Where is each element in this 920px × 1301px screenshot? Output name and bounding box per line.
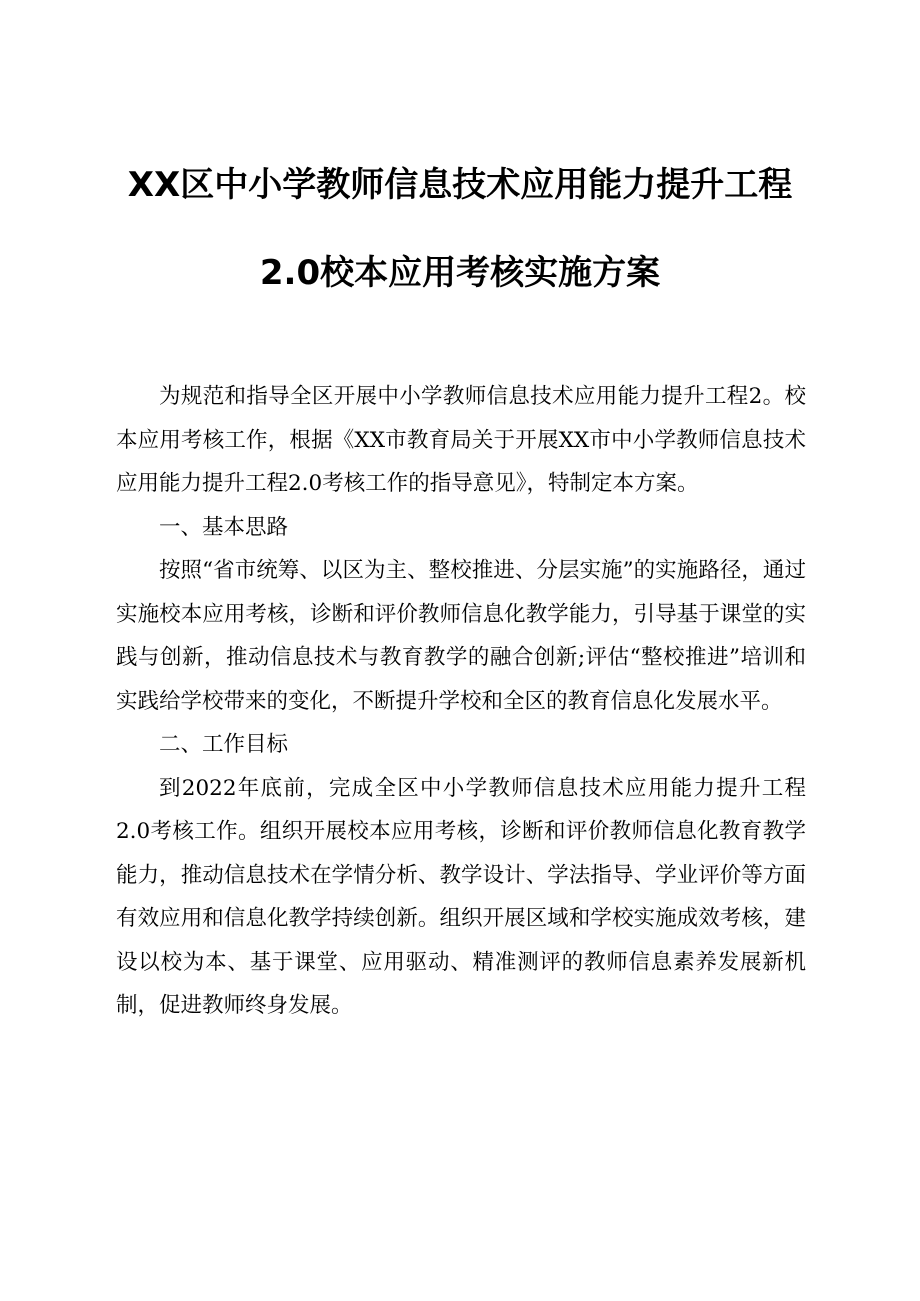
intro-paragraph: 为规范和指导全区开展中小学教师信息技术应用能力提升工程2。校本应用考核工作，根据《XX市教育局关于开展XX市中小学教师信息技术应用能力提升工程2.0考核工作的指导意见》，特制定本方案。 xyxy=(116,384,806,496)
work-goals-paragraph: 到2022年底前，完成全区中小学教师信息技术应用能力提升工程2.0考核工作。组织开展校本应用考核，诊断和评价教师信息化教育教学能力，推动信息技术在学情分析、教学设计、学法指导、学业评价等方面有效应用和信息化教学持续创新。组织开展区域和学校实施成效考核，建设以校为本、基于课堂、应用驱动、精准测评的教师信息素养发展新机制，促进教师终身发展。 xyxy=(116,775,806,1018)
basic-approach-paragraph: 按照“省市统筹、以区为主、整校推进、分层实施”的实施路径，通过实施校本应用考核，诊断和评价教师信息化教学能力，引导基于课堂的实践与创新，推动信息技术与教育教学的融合创新;评估“整校推进”培训和实践给学校带来的变化，不断提升学校和全区的教育信息化发展水平。 xyxy=(116,558,806,714)
section-heading-work-goals: 二、工作目标 xyxy=(159,732,289,757)
section-heading-basic-approach: 一、基本思路 xyxy=(159,514,289,540)
document-title-line-2: 2.0校本应用考核实施方案 xyxy=(259,253,661,293)
document-body xyxy=(116,375,806,1028)
document-title-line-1: XX区中小学教师信息技术应用能力提升工程 xyxy=(127,165,793,205)
